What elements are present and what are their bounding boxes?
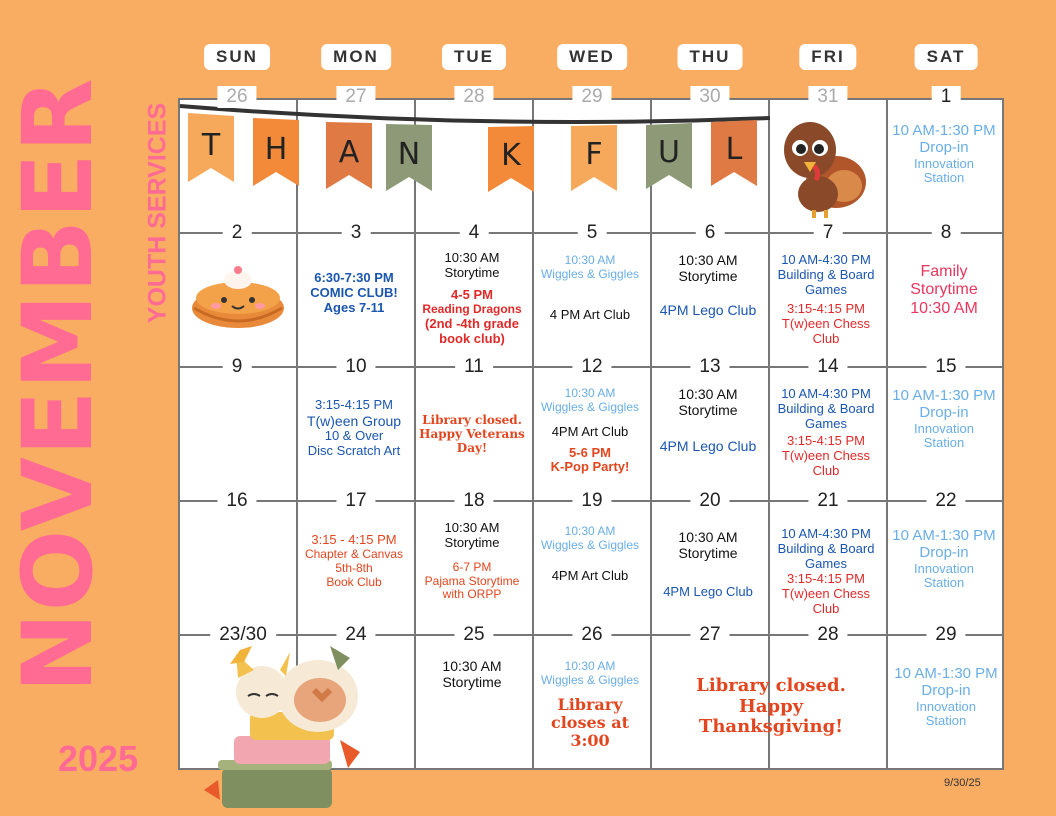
event-line: Station	[925, 713, 967, 729]
event-line: Building & Board	[777, 266, 875, 282]
event-line: Storytime	[444, 264, 500, 280]
date-number: 2	[223, 222, 252, 244]
event-tue-25	[415, 658, 529, 690]
event-line: Disc Scratch Art	[307, 442, 401, 458]
thankful-banner-illustration	[178, 98, 778, 198]
event-mon-17	[297, 533, 411, 589]
event-line: 10 AM-1:30 PM	[892, 527, 996, 544]
event-line: 4PM Lego Club	[659, 438, 757, 455]
weekday-sun: SUN	[204, 44, 270, 70]
event-line: Happy	[738, 695, 804, 717]
event-wed-12	[533, 387, 647, 475]
date-number: 13	[690, 356, 729, 378]
event-line: 4-5 PM	[451, 286, 493, 302]
event-line: Happy Veterans	[419, 426, 525, 441]
event-line: COMIC CLUB!	[310, 284, 398, 300]
event-line: Reading Dragons	[422, 301, 522, 316]
date-number: 29	[572, 86, 611, 108]
event-line: Games	[805, 281, 847, 297]
event-mon-10	[297, 398, 411, 459]
pie-illustration	[188, 264, 288, 336]
weekday-thu: THU	[678, 44, 743, 70]
event-wed-26	[533, 660, 647, 751]
event-line: Innovation	[916, 698, 976, 714]
cat-on-books-illustration	[200, 640, 370, 816]
event-line: 4PM Lego Club	[659, 302, 757, 319]
event-line: 10 AM-4:30 PM	[781, 386, 871, 401]
event-line: Storytime	[678, 545, 738, 562]
date-number: 19	[572, 490, 611, 512]
event-line: Club	[812, 600, 840, 616]
banner-letter: N	[397, 137, 421, 172]
event-line: 10 AM-4:30 PM	[781, 526, 871, 541]
event-line: closes at	[550, 712, 629, 732]
event-line: Family	[920, 263, 968, 280]
event-sat-29	[889, 665, 1003, 729]
event-line: T(w)een Group	[306, 412, 402, 429]
event-line: 10 AM-1:30 PM	[892, 122, 996, 139]
event-line: Book Club	[326, 574, 382, 589]
event-tue-18	[415, 521, 529, 602]
event-line: Storytime	[910, 281, 978, 299]
event-line: Drop-in	[919, 404, 969, 422]
event-line: 4PM Lego Club	[663, 584, 753, 600]
event-line: 10:30 AM	[444, 250, 500, 265]
banner-letter: F	[585, 137, 603, 172]
event-line: Storytime	[442, 674, 502, 691]
event-line: Station	[923, 435, 965, 451]
date-number: 1	[932, 86, 961, 108]
event-line: Library closed.	[422, 413, 522, 427]
event-line: 10:30 AM	[564, 253, 616, 267]
event-line: Games	[805, 415, 847, 431]
date-number: 11	[455, 356, 493, 378]
event-line: Library closed.	[696, 675, 846, 696]
event-line: Ages 7-11	[323, 299, 385, 315]
event-line: 10:30 AM	[442, 658, 502, 674]
event-line: Thanksgiving!	[698, 716, 844, 738]
turkey-illustration	[778, 112, 876, 222]
event-line: 10 AM-1:30 PM	[892, 387, 996, 404]
event-line: book club)	[439, 330, 505, 346]
weekday-tue: TUE	[442, 44, 506, 70]
date-number: 5	[578, 222, 607, 244]
date-number: 15	[926, 356, 965, 378]
event-line: Wiggles & Giggles	[540, 537, 640, 552]
event-line: Storytime	[444, 534, 500, 550]
event-line: T(w)een Chess	[781, 315, 871, 331]
date-number: 26	[217, 86, 256, 108]
banner-letter: L	[725, 132, 743, 167]
event-line: Storytime	[678, 402, 738, 419]
date-number: 16	[217, 490, 256, 512]
event-line: Storytime	[678, 268, 738, 285]
event-thu-20	[651, 529, 765, 600]
event-line: 10:30 AM	[564, 659, 616, 673]
event-line: Pajama Storytime	[424, 573, 520, 588]
event-line: 10:30 AM	[564, 524, 616, 538]
event-line: T(w)een Chess	[781, 585, 871, 601]
event-line: 5-6 PM	[569, 444, 611, 460]
date-number: 25	[454, 624, 493, 646]
date-number: 4	[460, 222, 489, 244]
event-line: Wiggles & Giggles	[540, 399, 640, 414]
date-number: 17	[336, 490, 375, 512]
date-number: 12	[572, 356, 611, 378]
event-line: Library	[557, 694, 623, 714]
event-line: 6-7 PM	[452, 559, 492, 574]
event-line: Drop-in	[919, 139, 969, 157]
event-line: Station	[923, 170, 965, 186]
event-line: 3:15-4:15 PM	[314, 397, 394, 412]
event-tue-4	[415, 251, 529, 346]
event-line: 3:15 - 4:15 PM	[311, 532, 397, 547]
date-number: 14	[808, 356, 847, 378]
event-line: Club	[812, 330, 840, 346]
date-number: 28	[808, 624, 847, 646]
event-line: 4PM Art Club	[551, 423, 629, 439]
event-line: Innovation	[914, 155, 974, 171]
date-number: 31	[808, 86, 847, 108]
event-line: Innovation	[914, 560, 974, 576]
event-line: Day!	[456, 440, 488, 455]
event-fri-14	[769, 387, 883, 479]
date-number: 28	[454, 86, 493, 108]
event-line: 3:15-4:15 PM	[786, 300, 866, 316]
event-line: Wiggles & Giggles	[540, 672, 640, 687]
year-label: 2025	[58, 738, 139, 779]
event-line: 10 & Over	[324, 428, 384, 444]
banner-letter: T	[201, 128, 221, 163]
event-line: 4 PM Art Club	[549, 306, 631, 322]
date-number: 22	[926, 490, 965, 512]
weekday-sat: SAT	[915, 44, 978, 70]
event-line: 10:30 AM	[444, 520, 500, 535]
date-number: 27	[690, 624, 729, 646]
date-number: 3	[342, 222, 371, 244]
event-line: 4PM Art Club	[551, 567, 629, 583]
event-sat-8	[887, 263, 1001, 318]
event-tue-11	[415, 414, 529, 455]
event-line: Drop-in	[921, 682, 971, 700]
weekday-wed: WED	[557, 44, 627, 70]
date-number: 20	[690, 490, 729, 512]
date-number: 8	[932, 222, 961, 244]
event-wed-5	[533, 254, 647, 323]
event-line: 5th-8th	[335, 560, 373, 575]
event-line: Chapter & Canvas	[304, 546, 404, 561]
date-number: 7	[814, 222, 843, 244]
event-line: 10 AM-4:30 PM	[781, 252, 871, 267]
event-line: Games	[805, 555, 847, 571]
weekday-fri: FRI	[799, 44, 856, 70]
date-number: 23/30	[210, 624, 276, 646]
date-number: 9	[223, 356, 252, 378]
event-line: T(w)een Chess	[781, 447, 871, 463]
event-fri-21	[769, 527, 883, 617]
event-line: 10:30 AM	[910, 299, 978, 317]
month-title-text: NOVEMBER	[2, 77, 114, 693]
date-number: 6	[696, 222, 725, 244]
date-number: 18	[454, 490, 493, 512]
event-line: K-Pop Party!	[550, 459, 630, 475]
event-thu-6	[651, 252, 765, 318]
event-sat-15	[887, 387, 1001, 451]
revision-date: 9/30/25	[944, 777, 981, 789]
date-number: 29	[926, 624, 965, 646]
event-line: (2nd -4th grade	[425, 315, 519, 331]
event-line: 10:30 AM	[678, 386, 738, 402]
event-sat-22	[887, 527, 1001, 591]
youth-services-text: YOUTH SERVICES	[143, 102, 172, 324]
event-mon-3	[297, 271, 411, 316]
event-line: with ORPP	[442, 587, 502, 602]
banner-letter: K	[501, 138, 521, 173]
event-line: Building & Board	[777, 540, 875, 556]
event-line: 3:15-4:15 PM	[786, 432, 866, 448]
date-number: 10	[336, 356, 375, 378]
event-line: 10:30 AM	[564, 386, 616, 400]
event-thanksgiving	[660, 676, 882, 738]
event-wed-19	[533, 525, 647, 584]
banner-letter: A	[338, 135, 360, 170]
event-fri-7	[769, 253, 883, 347]
event-line: Building & Board	[777, 400, 875, 416]
event-line: 10:30 AM	[678, 529, 738, 545]
event-sat-1	[887, 122, 1001, 186]
banner-letter: U	[658, 135, 680, 170]
event-line: Drop-in	[919, 544, 969, 562]
event-line: Club	[812, 462, 840, 478]
date-number: 27	[336, 86, 375, 108]
event-thu-13	[651, 386, 765, 454]
event-line: Wiggles & Giggles	[540, 266, 640, 281]
weekday-mon: MON	[321, 44, 391, 70]
month-title	[2, 77, 114, 693]
date-number: 21	[808, 490, 847, 512]
date-number: 24	[336, 624, 375, 646]
event-line: 10 AM-1:30 PM	[894, 665, 998, 682]
event-line: 6:30-7:30 PM	[314, 270, 394, 285]
date-number: 26	[572, 624, 611, 646]
event-line: 10:30 AM	[678, 252, 738, 268]
banner-letter: H	[264, 132, 288, 167]
event-line: Innovation	[914, 420, 974, 436]
event-line: Station	[923, 575, 965, 591]
event-line: 3:15-4:15 PM	[786, 570, 866, 586]
event-line: 3:00	[570, 731, 610, 751]
date-number: 30	[690, 86, 729, 108]
